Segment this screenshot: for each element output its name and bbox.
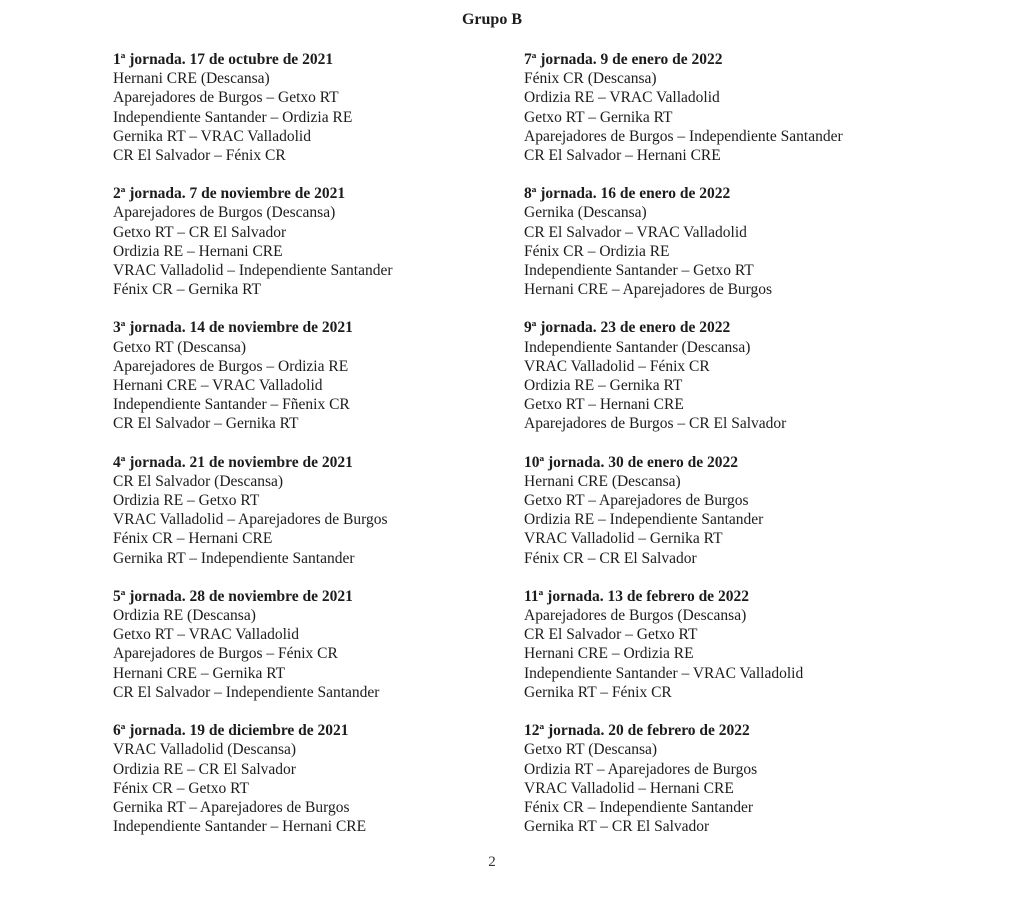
jornada-header: 7ª jornada. 9 de enero de 2022 — [524, 51, 723, 68]
fixture-line: Getxo RT – VRAC Valladolid — [113, 626, 299, 644]
jornada-block — [113, 50, 513, 165]
jornada-header: 11ª jornada. 13 de febrero de 2022 — [524, 587, 749, 605]
fixture-line: Hernani CRE – Ordizia RE — [524, 645, 694, 663]
jornada-header: 10ª jornada. 30 de enero de 2022 — [524, 453, 739, 471]
fixture-line: CR El Salvador – Hernani CRE — [524, 147, 721, 165]
fixture-line: Independiente Santander – Getxo RT — [524, 262, 754, 280]
fixture-line: Ordizia RE – Independiente Santander — [524, 511, 764, 529]
fixture-line: Aparejadores de Burgos – CR El Salvador — [524, 415, 787, 433]
jornada-block — [524, 453, 994, 568]
jornada-block — [524, 50, 994, 165]
jornada-block — [113, 318, 513, 433]
fixture-line: Fénix CR – CR El Salvador — [524, 549, 697, 567]
fixture-line: Fénix CR – Ordizia RE — [524, 242, 670, 260]
jornada-header: 6ª jornada. 19 de diciembre de 2021 — [113, 722, 349, 740]
jornada-block — [113, 453, 513, 568]
jornada-header: 1ª jornada. 17 de octubre de 2021 — [113, 51, 334, 68]
fixture-line: Fénix CR – Independiente Santander — [524, 798, 754, 816]
jornada-header: 4ª jornada. 21 de noviembre de 2021 — [113, 453, 353, 471]
fixture-line: Hernani CRE (Descansa) — [113, 70, 270, 88]
fixtures-column-left — [113, 50, 513, 855]
jornada-header: 5ª jornada. 28 de noviembre de 2021 — [113, 587, 353, 605]
fixture-line: VRAC Valladolid (Descansa) — [113, 741, 297, 759]
fixture-line: Aparejadores de Burgos – Getxo RT — [113, 89, 339, 107]
jornada-header: 12ª jornada. 20 de febrero de 2022 — [524, 722, 750, 740]
fixture-line: CR El Salvador (Descansa) — [113, 472, 284, 490]
jornada-block — [113, 587, 513, 702]
fixture-line: Ordizia RE – Getxo RT — [113, 492, 260, 510]
fixture-line: Getxo RT – Gernika RT — [524, 108, 673, 126]
fixture-line: Independiente Santander – Fñenix CR — [113, 396, 350, 414]
fixture-line: Aparejadores de Burgos – Independiente Santander — [524, 127, 843, 145]
jornada-block — [113, 184, 513, 299]
jornada-block — [524, 587, 994, 702]
fixture-line: Gernika RT – VRAC Valladolid — [113, 127, 311, 145]
fixture-line: Gernika RT – Independiente Santander — [113, 549, 355, 567]
jornada-block — [524, 184, 994, 299]
fixture-line: Aparejadores de Burgos – Fénix CR — [113, 645, 338, 663]
fixture-line: CR El Salvador – Independiente Santander — [113, 683, 380, 701]
fixture-line: Getxo RT – Hernani CRE — [524, 396, 684, 414]
jornada-block — [113, 721, 513, 836]
fixture-line: Getxo RT – CR El Salvador — [113, 223, 287, 241]
fixture-line: Fénix CR – Hernani CRE — [113, 530, 273, 548]
fixture-line: Gernika RT – CR El Salvador — [524, 818, 710, 836]
fixture-line: Independiente Santander – VRAC Valladolid — [524, 664, 804, 682]
fixture-line: Ordizia RE (Descansa) — [113, 607, 256, 625]
fixture-line: Aparejadores de Burgos (Descansa) — [113, 204, 336, 222]
fixture-line: CR El Salvador – Fénix CR — [113, 147, 286, 165]
fixture-line: Independiente Santander (Descansa) — [524, 338, 751, 356]
fixture-line: Fénix CR (Descansa) — [524, 70, 657, 88]
fixture-line: Gernika RT – Fénix CR — [524, 683, 672, 701]
fixture-line: VRAC Valladolid – Aparejadores de Burgos — [113, 511, 388, 529]
fixture-line: Ordizia RE – CR El Salvador — [113, 760, 296, 778]
fixture-line: CR El Salvador – Gernika RT — [113, 415, 299, 433]
fixture-line: Hernani CRE – Gernika RT — [113, 664, 286, 682]
jornada-header: 3ª jornada. 14 de noviembre de 2021 — [113, 319, 353, 337]
fixture-line: Getxo RT (Descansa) — [113, 338, 247, 356]
fixtures-column-right — [524, 50, 994, 855]
fixture-line: Ordizia RT – Aparejadores de Burgos — [524, 760, 758, 778]
fixture-line: Ordizia RE – Hernani CRE — [113, 242, 283, 260]
fixture-line: VRAC Valladolid – Hernani CRE — [524, 779, 734, 797]
jornada-header: 2ª jornada. 7 de noviembre de 2021 — [113, 185, 346, 203]
fixture-line: Ordizia RE – Gernika RT — [524, 377, 683, 395]
fixture-line: Hernani CRE – VRAC Valladolid — [113, 377, 323, 395]
fixture-line: Independiente Santander – Hernani CRE — [113, 818, 367, 836]
fixture-line: Getxo RT – Aparejadores de Burgos — [524, 492, 749, 510]
jornada-block — [524, 721, 994, 836]
fixture-line: Gernika (Descansa) — [524, 204, 647, 222]
fixture-line: CR El Salvador – VRAC Valladolid — [524, 223, 747, 241]
fixture-line: Getxo RT (Descansa) — [524, 741, 658, 759]
page-title: Grupo B — [461, 11, 522, 28]
page-number: 2 — [488, 854, 496, 870]
jornada-header: 8ª jornada. 16 de enero de 2022 — [524, 185, 731, 203]
fixture-line: Aparejadores de Burgos – Ordizia RE — [113, 357, 349, 375]
fixture-line: CR El Salvador – Getxo RT — [524, 626, 698, 644]
fixture-line: VRAC Valladolid – Fénix CR — [524, 357, 710, 375]
fixture-line: Aparejadores de Burgos (Descansa) — [524, 607, 747, 625]
fixture-line: Hernani CRE (Descansa) — [524, 472, 681, 490]
fixture-line: Gernika RT – Aparejadores de Burgos — [113, 798, 350, 816]
fixture-line: VRAC Valladolid – Independiente Santander — [113, 262, 393, 280]
fixture-line: Independiente Santander – Ordizia RE — [113, 108, 353, 126]
fixture-line: Fénix CR – Getxo RT — [113, 779, 249, 797]
fixture-line: Hernani CRE – Aparejadores de Burgos — [524, 281, 773, 299]
jornada-header: 9ª jornada. 23 de enero de 2022 — [524, 319, 731, 337]
fixture-line: VRAC Valladolid – Gernika RT — [524, 530, 723, 548]
jornada-block — [524, 318, 994, 433]
fixture-line: Ordizia RE – VRAC Valladolid — [524, 89, 720, 107]
fixture-line: Fénix CR – Gernika RT — [113, 281, 262, 299]
